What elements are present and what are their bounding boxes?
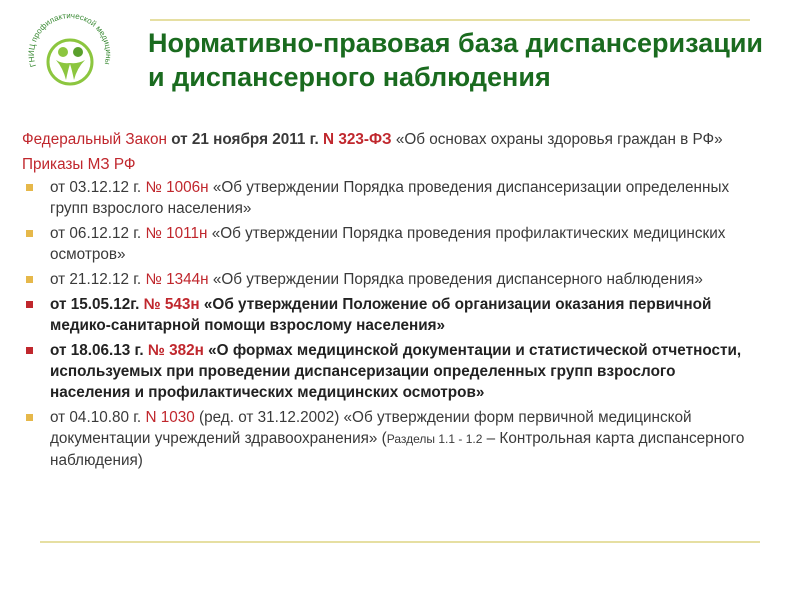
bullet-icon bbox=[26, 276, 33, 283]
logo-text: ГНИЦ профилактической медицины bbox=[26, 11, 114, 68]
people-circle-icon bbox=[48, 40, 92, 84]
sections-note: Разделы 1.1 - 1.2 bbox=[386, 432, 483, 446]
logo-emblem bbox=[22, 8, 118, 104]
order-number: № 543н bbox=[143, 296, 200, 313]
law-date: от 21 ноября 2011 г. bbox=[171, 131, 319, 148]
bullet-icon bbox=[26, 301, 33, 308]
order-item: от 18.06.13 г. № 382н «О формах медицинской документации и статистической отчетности, используемых при проведении диспансеризации определенных групп взрослого населения и профилактических медицинских осмотров» bbox=[22, 340, 752, 403]
bullet-icon bbox=[26, 414, 33, 421]
order-item: от 03.12.12 г. № 1006н «Об утверждении Порядка проведения диспансеризации определенных групп взрослого населения» bbox=[22, 177, 752, 219]
order-item: от 06.12.12 г. № 1011н «Об утверждении Порядка проведения профилактических медицинских осмотров» bbox=[22, 223, 752, 265]
federal-law bbox=[22, 129, 752, 150]
order-number: № 1006н bbox=[145, 179, 209, 196]
order-item: от 04.10.80 г. N 1030 (ред. от 31.12.2002) «Об утверждении форм первичной медицинской документации учреждений здравоохранения» (Разделы 1.1 - 1.2 – Контрольная карта диспансерного наблюдения) bbox=[22, 407, 752, 471]
document-body bbox=[22, 129, 752, 475]
order-number: N 1030 bbox=[145, 409, 195, 426]
order-number: № 1344н bbox=[145, 271, 209, 288]
order-item: от 15.05.12г. № 543н «Об утверждении Положение об организации оказания первичной медико-санитарной помощи взрослому населения» bbox=[22, 294, 752, 336]
law-label: Федеральный Закон bbox=[22, 131, 167, 148]
page-title: Нормативно-правовая база диспансеризации и диспансерного наблюдения bbox=[148, 28, 764, 92]
bullet-icon bbox=[26, 347, 33, 354]
orders-heading: Приказы МЗ РФ bbox=[22, 156, 136, 173]
order-number: № 382н bbox=[147, 342, 204, 359]
order-number: № 1011н bbox=[145, 225, 208, 242]
bullet-icon bbox=[26, 230, 33, 237]
top-divider bbox=[150, 19, 750, 21]
order-item: от 21.12.12 г. № 1344н «Об утверждении Порядка проведения диспансерного наблюдения» bbox=[22, 269, 752, 290]
law-name: «Об основах охраны здоровья граждан в РФ» bbox=[395, 131, 723, 148]
law-number: N 323-ФЗ bbox=[323, 131, 392, 148]
orders-list bbox=[22, 177, 752, 471]
bottom-divider bbox=[40, 541, 760, 543]
bullet-icon bbox=[26, 184, 33, 191]
